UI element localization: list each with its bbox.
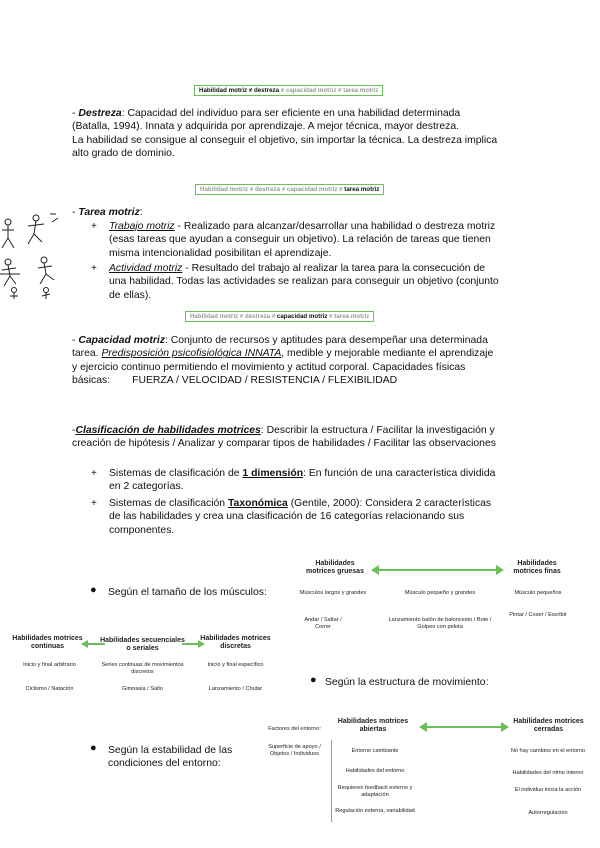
tarea-item-trabajo: Trabajo motriz - Realizado para alcanzar/desarrollar una habilidad o destreza motriz (esas tareas que ayudan a conseguir un objetivo). La relación de tareas que tienen misma intencionalidad posibilitan el aprendizaje. [109, 221, 496, 259]
diagram-movimiento-mid-title: Habilidades secuenciales o seriales [100, 637, 185, 652]
bullet-dot-icon: ● [310, 674, 317, 686]
diagram-movimiento-left-ex: Ciclismo / Natación [25, 686, 74, 692]
plus-bullet-icon: + [91, 468, 97, 479]
diagram-movimiento-left-title: Habilidades motrices continuas [12, 635, 83, 650]
diagram-movimiento-right-ex: Lanzamiento / Chutar [208, 686, 263, 692]
tag-tarea: Habilidad motriz ≠ destreza ≠ capacidad motriz ≠ tarea motriz [195, 184, 384, 195]
double-arrow-icon [370, 564, 505, 576]
tag-capacidad: Habilidad motriz ≠ destreza ≠ capacidad motriz ≠ tarea motriz [185, 311, 374, 322]
diagram-musculos-left-title: Habilidades motrices gruesas [306, 560, 364, 575]
clasificacion-item-2: Sistemas de clasificación Taxonómica (Gentile, 2000): Considera 2 características de las habilidades y crea una clasificación de 16 categorías relacionando sus componentes. [109, 498, 492, 536]
double-arrow-icon [418, 721, 510, 733]
diagram-movimiento-mid-ex: Gimnasia / Salto [121, 686, 164, 692]
diagram-entorno-left-item: Entorno cambiante [351, 748, 399, 754]
destreza-paragraph: - Destreza: Capacidad del individuo para ser eficiente en una habilidad determinada (Batalla, 1994). Innata y adquirida por aprendizaje. A mejor técnica, mayor destreza. La habilidad se consigue al conseguir el objetivo, sin importar la técnica. La destreza implica alto grado de dominio. [72, 108, 498, 160]
diagram-entorno-right-item: Habilidades del ritmo interno [512, 770, 584, 776]
diagram-entorno-left-item: Habilidades del entorno [345, 768, 405, 774]
diagram-entorno-right-item: No hay cambios en el entorno [510, 748, 586, 754]
bullet-musculos: Según el tamaño de los músculos: [108, 587, 267, 598]
diagram-musculos-right-sub: Músculo pequeños [514, 590, 562, 596]
bullet-dot-icon: ● [90, 584, 97, 596]
right-arrow-icon [182, 639, 206, 649]
diagram-movimiento-left-sub: Inicio y final arbitrario [23, 662, 76, 668]
diagram-entorno-left-item: Requieren feedback externo y adaptación [337, 785, 413, 798]
diagram-entorno-side-label: Factores del entorno: [268, 726, 321, 732]
clasificacion-paragraph: -Clasificación de habilidades motrices: Describir la estructura / Facilitar la investigación y creación de hipótesis / Analizar y comparar tipos de habilidades / Facilitar las observaciones [72, 425, 496, 450]
plus-bullet-icon: + [91, 263, 97, 274]
tarea-heading: - Tarea motriz: [72, 207, 143, 218]
bullet-entorno: Según la estabilidad de las condiciones del entorno: [108, 745, 233, 770]
diagram-entorno-left-item: Regulación externa, variabilidad [335, 808, 415, 814]
clasificacion-item-1: Sistemas de clasificación de 1 dimensión: En función de una característica dividida en 2 categorías. [109, 468, 496, 493]
diagram-entorno-right-item: Autorregulación [528, 810, 568, 816]
plus-bullet-icon: + [91, 498, 97, 509]
left-arrow-icon [80, 639, 106, 649]
diagram-musculos-right-ex: Pintar / Coser / Escribir [509, 612, 567, 618]
tag-destreza: Habilidad motriz ≠ destreza ≠ capacidad motriz ≠ tarea motriz [194, 85, 383, 96]
bullet-movimiento: Según la estructura de movimiento: [325, 677, 489, 688]
diagram-entorno-side-items: Superficie de apoyo / Objetos / Individuos [268, 744, 321, 757]
diagram-musculos-mid-sub: Músculo pequeño y grandes [404, 590, 476, 596]
diagram-musculos-left-sub: Músculos largos y grandes [299, 590, 367, 596]
capacidad-paragraph: - Capacidad motriz: Conjunto de recursos y aptitudes para desempeñar una determinada tarea. Predisposición psicofisiológica INNATA, medible y mejorable mediante el aprendizaje y ejercicio continuo permitiendo el movimiento y actitud corporal. Capacidades físicas básicas: FUERZA / VELOCIDAD / RESISTENCIA / FLEXIBILIDAD [72, 335, 494, 387]
exercise-figures-illustration [0, 208, 68, 300]
diagram-musculos-mid-ex: Lanzamiento balón de baloncesto / Bote / Golpeo con pelota [388, 617, 492, 630]
tarea-item-actividad: Actividad motriz - Resultado del trabajo al realizar la tarea para la consecución de una habilidad. Todas las actividades se realizan para conseguir un objetivo (conjunto de ellas). [109, 263, 499, 301]
diagram-entorno-left-title: Habilidades motrices abiertas [337, 718, 409, 733]
diagram-movimiento-right-title: Habilidades motrices discretas [200, 635, 271, 650]
diagram-movimiento-right-sub: Inicio y final específico [207, 662, 264, 668]
diagram-movimiento-mid-sub: Series continuas de movimientos discretos [101, 662, 184, 675]
diagram-musculos-left-ex: Andar / Saltar / Correr [304, 617, 342, 630]
bullet-dot-icon: ● [90, 742, 97, 754]
diagram-entorno-right-title: Habilidades motrices cerradas [513, 718, 584, 733]
diagram-entorno-right-item: El individuo inicia la acción [514, 787, 582, 793]
plus-bullet-icon: + [91, 221, 97, 232]
diagram-musculos-right-title: Habilidades motrices finas [513, 560, 561, 575]
